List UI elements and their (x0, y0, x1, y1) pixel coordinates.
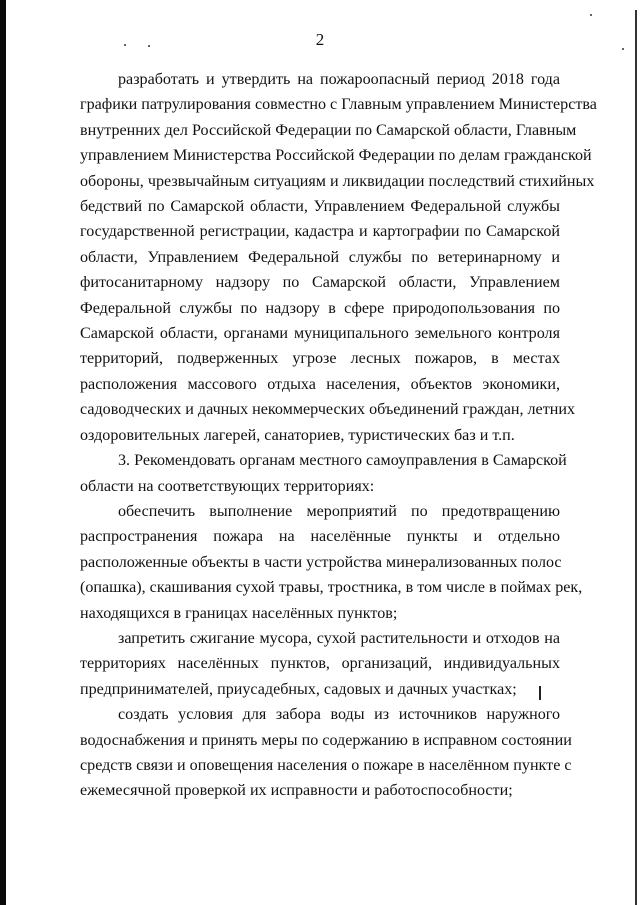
text-line: бедствий по Самарской области, Управлением Федеральной службы (80, 198, 560, 216)
text-line: расположения массового отдыха населения, объектов экономики, (80, 375, 560, 393)
text-line: запретить сжигание мусора, сухой растительности и отходов на (118, 629, 560, 647)
paragraph (80, 448, 567, 499)
text-line: 3. Рекомендовать органам местного самоуправления в Самарской (118, 452, 567, 470)
paragraph (80, 499, 583, 626)
text-line: создать условия для забора воды из источников наружного (118, 706, 560, 724)
paragraph (80, 702, 572, 804)
scan-left-border (0, 0, 6, 905)
document-body (80, 67, 597, 804)
text-line: территорий, подверженных угрозе лесных пожаров, в местах (80, 350, 560, 368)
text-line: управлением Министерства Российской Федерации по делам гражданской (80, 147, 592, 165)
text-line: ежемесячной проверкой их исправности и работоспособности; (80, 782, 513, 800)
paragraph (80, 626, 560, 702)
text-line: Самарской области, органами муниципального земельного контроля (80, 325, 560, 343)
text-line: распространения пожара на населённые пункты и отдельно (80, 528, 560, 546)
text-line: предпринимателей, приусадебных, садовых и дачных участках; (80, 680, 517, 698)
text-line: области на соответствующих территориях: (80, 477, 375, 495)
text-line: внутренних дел Российской Федерации по Самарской области, Главным (80, 121, 577, 139)
text-line: области, Управлением Федеральной службы по ветеринарному и (80, 248, 560, 266)
page-number: 2 (315, 30, 325, 49)
text-line: графики патрулирования совместно с Главным управлением Министерства (80, 96, 597, 114)
paragraph (80, 67, 597, 448)
text-line: расположенные объекты в части устройства минерализованных полос (80, 553, 562, 571)
text-line: средств связи и оповещения населения о пожаре в населённом пункте с (80, 756, 572, 774)
text-line: Федеральной службы по надзору в сфере природопользования по (80, 299, 560, 317)
text-line: обеспечить выполнение мероприятий по предотвращению (118, 502, 560, 520)
text-line: разработать и утвердить на пожароопасный период 2018 года (118, 71, 560, 88)
text-line: обороны, чрезвычайным ситуациям и ликвидации последствий стихийных (80, 172, 595, 190)
text-line: находящихся в границах населённых пунктов; (80, 604, 398, 622)
text-line: государственной регистрации, кадастра и картографии по Самарской (80, 223, 560, 241)
text-line: фитосанитарному надзору по Самарской области, Управлением (80, 274, 560, 292)
text-line: (опашка), скашивания сухой травы, тростника, в том числе в поймах рек, (80, 579, 583, 597)
text-line: территориях населённых пунктов, организаций, индивидуальных (80, 655, 560, 673)
text-line: водоснабжения и принять меры по содержанию в исправном состоянии (80, 731, 572, 749)
text-line: садоводческих и дачных некоммерческих объединений граждан, летних (80, 401, 575, 419)
text-line: оздоровительных лагерей, санаториев, туристических баз и т.п. (80, 426, 515, 444)
scan-speck (590, 14, 592, 16)
scan-right-border (635, 10, 637, 905)
